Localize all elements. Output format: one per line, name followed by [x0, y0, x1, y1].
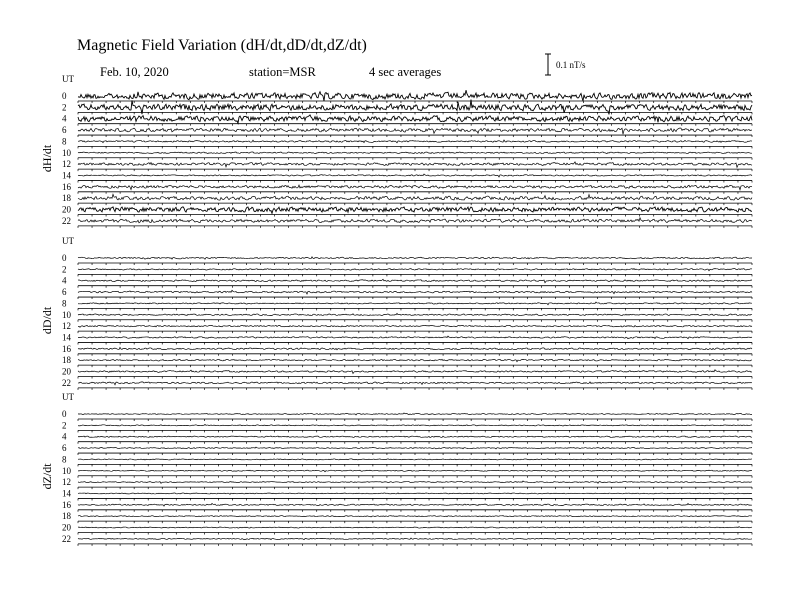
hour-tick-label: 12: [62, 321, 71, 332]
hour-tick-label: 10: [62, 465, 71, 476]
hour-tick-label: 6: [62, 125, 67, 136]
trace-16h: [78, 185, 752, 190]
trace-6h: [78, 128, 752, 134]
trace-22h: [78, 218, 752, 223]
hour-tick-label: 8: [62, 136, 67, 147]
hour-tick-label: 12: [62, 159, 71, 170]
panel-axis-label: dH/dt: [40, 144, 54, 173]
ut-label: UT: [62, 74, 74, 84]
trace-4h: [78, 436, 752, 438]
hour-tick-label: 8: [62, 454, 67, 465]
hour-tick-label: 22: [62, 533, 71, 544]
page-title: Magnetic Field Variation (dH/dt,dD/dt,dZ/dt): [77, 37, 367, 54]
hour-tick-label: 6: [62, 287, 67, 298]
trace-0h: [78, 90, 752, 101]
trace-22h: [78, 538, 752, 540]
hour-tick-label: 18: [62, 355, 71, 366]
hour-tick-label: 18: [62, 193, 71, 204]
hour-tick-label: 20: [62, 366, 71, 377]
hour-tick-label: 4: [62, 275, 67, 286]
trace-14h: [78, 336, 752, 339]
hour-tick-label: 14: [62, 332, 71, 343]
date-label: Feb. 10, 2020: [100, 65, 169, 79]
hour-tick-label: 8: [62, 298, 67, 309]
ut-label: UT: [62, 392, 74, 402]
hour-tick-label: 4: [62, 431, 67, 442]
hour-tick-label: 16: [62, 181, 71, 192]
ut-label: UT: [62, 236, 74, 246]
hour-tick-label: 0: [62, 91, 67, 101]
panel-dd-dt: [40, 236, 752, 390]
trace-20h: [78, 207, 752, 214]
hour-tick-label: 2: [62, 102, 67, 113]
scale-bar: [545, 54, 551, 75]
hour-tick-label: 22: [62, 215, 71, 226]
panel-dz-dt: [40, 392, 752, 546]
panel-axis-label: dZ/dt: [40, 463, 54, 490]
hour-tick-label: 18: [62, 511, 71, 522]
hour-tick-label: 2: [62, 264, 67, 275]
trace-18h: [78, 516, 752, 517]
hour-tick-label: 12: [62, 477, 71, 488]
trace-12h: [78, 481, 752, 483]
trace-10h: [78, 313, 752, 315]
trace-22h: [78, 382, 752, 385]
trace-10h: [78, 470, 752, 472]
hour-tick-label: 14: [62, 170, 71, 181]
trace-18h: [78, 194, 752, 200]
trace-20h: [78, 370, 752, 374]
hour-tick-label: 10: [62, 309, 71, 320]
trace-4h: [78, 115, 752, 123]
trace-4h: [78, 279, 752, 282]
trace-6h: [78, 447, 752, 449]
scale-label: 0.1 nT/s: [556, 60, 586, 70]
trace-16h: [78, 347, 752, 349]
trace-20h: [78, 527, 752, 529]
hour-tick-label: 22: [62, 377, 71, 388]
trace-12h: [78, 325, 752, 327]
trace-14h: [78, 493, 752, 495]
trace-12h: [78, 162, 752, 167]
trace-8h: [78, 140, 752, 143]
trace-0h: [78, 413, 752, 415]
hour-tick-label: 10: [62, 147, 71, 158]
hour-tick-label: 4: [62, 113, 67, 124]
hour-tick-label: 0: [62, 253, 67, 263]
station-label: station=MSR: [249, 65, 316, 79]
hour-tick-label: 16: [62, 499, 71, 510]
trace-8h: [78, 459, 752, 460]
trace-2h: [78, 424, 752, 426]
hour-tick-label: 14: [62, 488, 71, 499]
trace-6h: [78, 290, 752, 294]
trace-14h: [78, 174, 752, 177]
hour-tick-label: 0: [62, 409, 67, 419]
trace-18h: [78, 359, 752, 361]
hour-tick-label: 2: [62, 420, 67, 431]
trace-0h: [78, 257, 752, 259]
trace-8h: [78, 302, 752, 305]
trace-10h: [78, 152, 752, 154]
trace-16h: [78, 503, 752, 506]
panel-dh-dt: [40, 74, 752, 228]
hour-tick-label: 16: [62, 343, 71, 354]
hour-tick-label: 20: [62, 522, 71, 533]
panel-axis-label: dD/dt: [40, 306, 54, 335]
hour-tick-label: 6: [62, 443, 67, 454]
averaging-label: 4 sec averages: [369, 65, 442, 79]
hour-tick-label: 20: [62, 204, 71, 215]
trace-2h: [78, 269, 752, 271]
